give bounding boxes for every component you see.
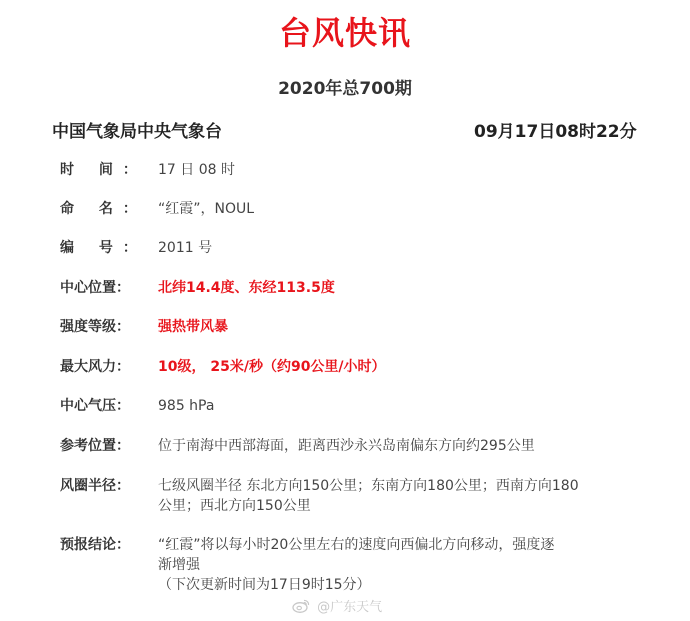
field-forecast-label: 预报结论： bbox=[60, 537, 130, 553]
field-time-label: 时 间： bbox=[60, 162, 147, 178]
field-radius-value bbox=[158, 476, 628, 516]
field-radius-line-1: 七级风圈半径 东北方向150公里；东南方向180公里；西南方向180 bbox=[158, 478, 579, 494]
field-center-value: 北纬14.4度、东经113.5度 bbox=[158, 280, 335, 296]
field-max-wind-label: 最大风力： bbox=[60, 359, 130, 375]
agency-name: 中国气象局中央气象台 bbox=[52, 122, 222, 142]
field-name-label: 命 名： bbox=[60, 201, 147, 217]
field-forecast-value bbox=[158, 535, 628, 595]
field-number-label: 编 号： bbox=[60, 240, 147, 256]
field-radius-line-2: 公里；西北方向150公里 bbox=[158, 498, 311, 514]
field-number-value: 2011 号 bbox=[158, 240, 213, 256]
field-intensity-value: 强热带风暴 bbox=[158, 319, 228, 335]
watermark-text: @广东天气 bbox=[317, 600, 383, 615]
bulletin-title: 台风快讯 bbox=[278, 14, 411, 52]
field-forecast-line-2: 渐增强 bbox=[158, 557, 200, 573]
field-max-wind-value: 10级， 25米/秒（约90公里/小时） bbox=[158, 359, 386, 375]
field-time-value: 17 日 08 时 bbox=[158, 162, 235, 178]
field-intensity-label: 强度等级： bbox=[60, 319, 130, 335]
field-forecast-line-1: “红霞”将以每小时20公里左右的速度向西偏北方向移动，强度逐 bbox=[158, 537, 555, 553]
field-reference-label: 参考位置： bbox=[60, 438, 130, 454]
field-name-value: “红霞”，NOUL bbox=[158, 201, 255, 217]
field-radius-label: 风圈半径： bbox=[60, 478, 130, 494]
field-reference-value: 位于南海中西部海面，距离西沙永兴岛南偏东方向约295公里 bbox=[158, 438, 535, 454]
weibo-icon bbox=[292, 599, 310, 617]
field-forecast-line-3: （下次更新时间为17日9时15分） bbox=[158, 577, 371, 593]
field-center-label: 中心位置： bbox=[60, 280, 130, 296]
field-pressure-label: 中心气压： bbox=[60, 398, 130, 414]
watermark bbox=[292, 596, 382, 617]
issue-time: 09月17日08时22分 bbox=[474, 122, 637, 142]
field-pressure-value: 985 hPa bbox=[158, 398, 215, 414]
issue-number: 2020年总700期 bbox=[278, 79, 412, 99]
